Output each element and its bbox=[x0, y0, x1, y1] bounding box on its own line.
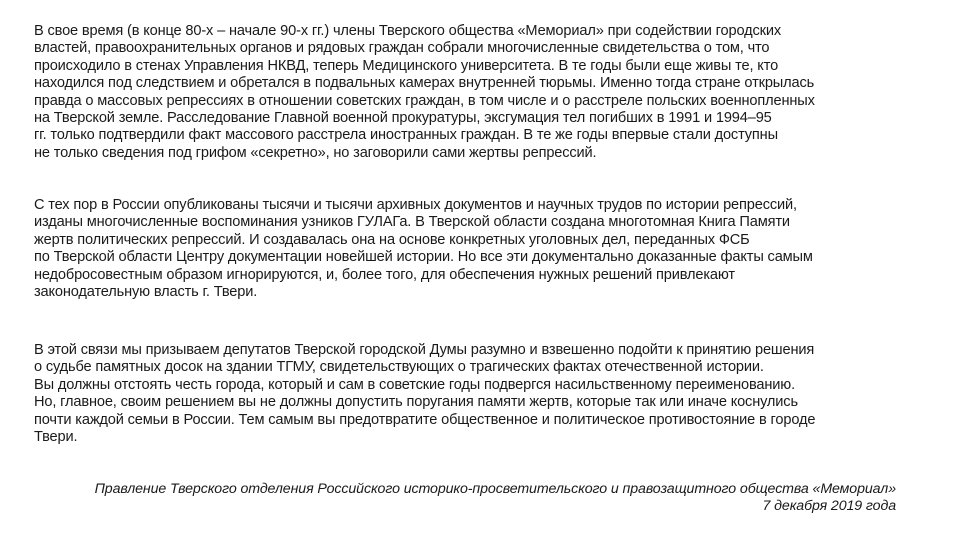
text-line: о судьбе памятных досок на здании ТГМУ, свидетельствующих о трагических фактах отечественной истории. bbox=[34, 359, 764, 376]
text-line: почти каждой семьи в России. Тем самым вы предотвратите общественное и политическое противостояние в городе bbox=[34, 411, 816, 428]
text-line: жертв политических репрессий. И создавалась она на основе конкретных уголовных дел, переданных ФСБ bbox=[34, 231, 750, 248]
text-line: не только сведения под грифом «секретно», но заговорили сами жертвы репрессий. bbox=[34, 144, 597, 161]
text-line: на Тверской земле. Расследование Главной военной прокуратуры, эксгумация тел погибших в 1991 и 1994–95 bbox=[34, 110, 772, 127]
text-line: по Тверской области Центру документации новейшей истории. Но все эти документально доказанные факты самым bbox=[34, 249, 813, 266]
text-line: находился под следствием и обретался в подвальных камерах внутренней тюрьмы. Именно тогда стране открылась bbox=[34, 75, 815, 92]
text-line: правда о массовых репрессиях в отношении советских граждан, в том числе и о расстреле польских военнопленных bbox=[34, 92, 815, 109]
paragraph-appeal bbox=[34, 342, 815, 446]
signature-block bbox=[95, 481, 896, 516]
text-line: изданы многочисленные воспоминания узников ГУЛАГа. В Тверской области создана многотомная Книга Памяти bbox=[34, 214, 790, 231]
text-line: Но, главное, своим решением вы не должны допустить поругания памяти жертв, которые так или иначе коснулись bbox=[34, 394, 798, 411]
text-line: С тех пор в России опубликованы тысячи и тысячи архивных документов и научных трудов по истории репрессий, bbox=[34, 197, 797, 213]
text-line: законодательную власть г. Твери. bbox=[34, 284, 258, 301]
signature-author: Правление Тверского отделения Российского историко-просветительского и правозащитного общества «Мемориал» bbox=[94, 481, 896, 497]
text-line: недобросовестным образом игнорируются, и, более того, для обеспечения нужных решений привлекают bbox=[34, 266, 735, 283]
text-line: В этой связи мы призываем депутатов Тверской городской Думы разумно и взвешенно подойти к принятию решения bbox=[34, 342, 815, 358]
text-line: В свое время (в конце 80-х – начале 90-х гг.) члены Тверского общества «Мемориал» при содействии городских bbox=[34, 23, 781, 39]
paragraph-archives bbox=[34, 197, 813, 301]
paragraph-history bbox=[34, 23, 815, 162]
text-line: гг. только подтвердили факт массового расстрела иностранных граждан. В те же годы впервые стали доступны bbox=[34, 127, 778, 144]
signature-date: 7 декабря 2019 года bbox=[762, 498, 896, 515]
text-line: происходило в стенах Управления НКВД, теперь Медицинского университета. В те годы были еще живы те, кто bbox=[34, 57, 779, 74]
text-line: Твери. bbox=[34, 429, 78, 446]
text-line: властей, правоохранительных органов и рядовых граждан собрали многочисленные свидетельства о том, что bbox=[34, 40, 770, 57]
text-line: Вы должны отстоять честь города, который и сам в советские годы подвергся насильственному переименованию. bbox=[34, 376, 795, 393]
